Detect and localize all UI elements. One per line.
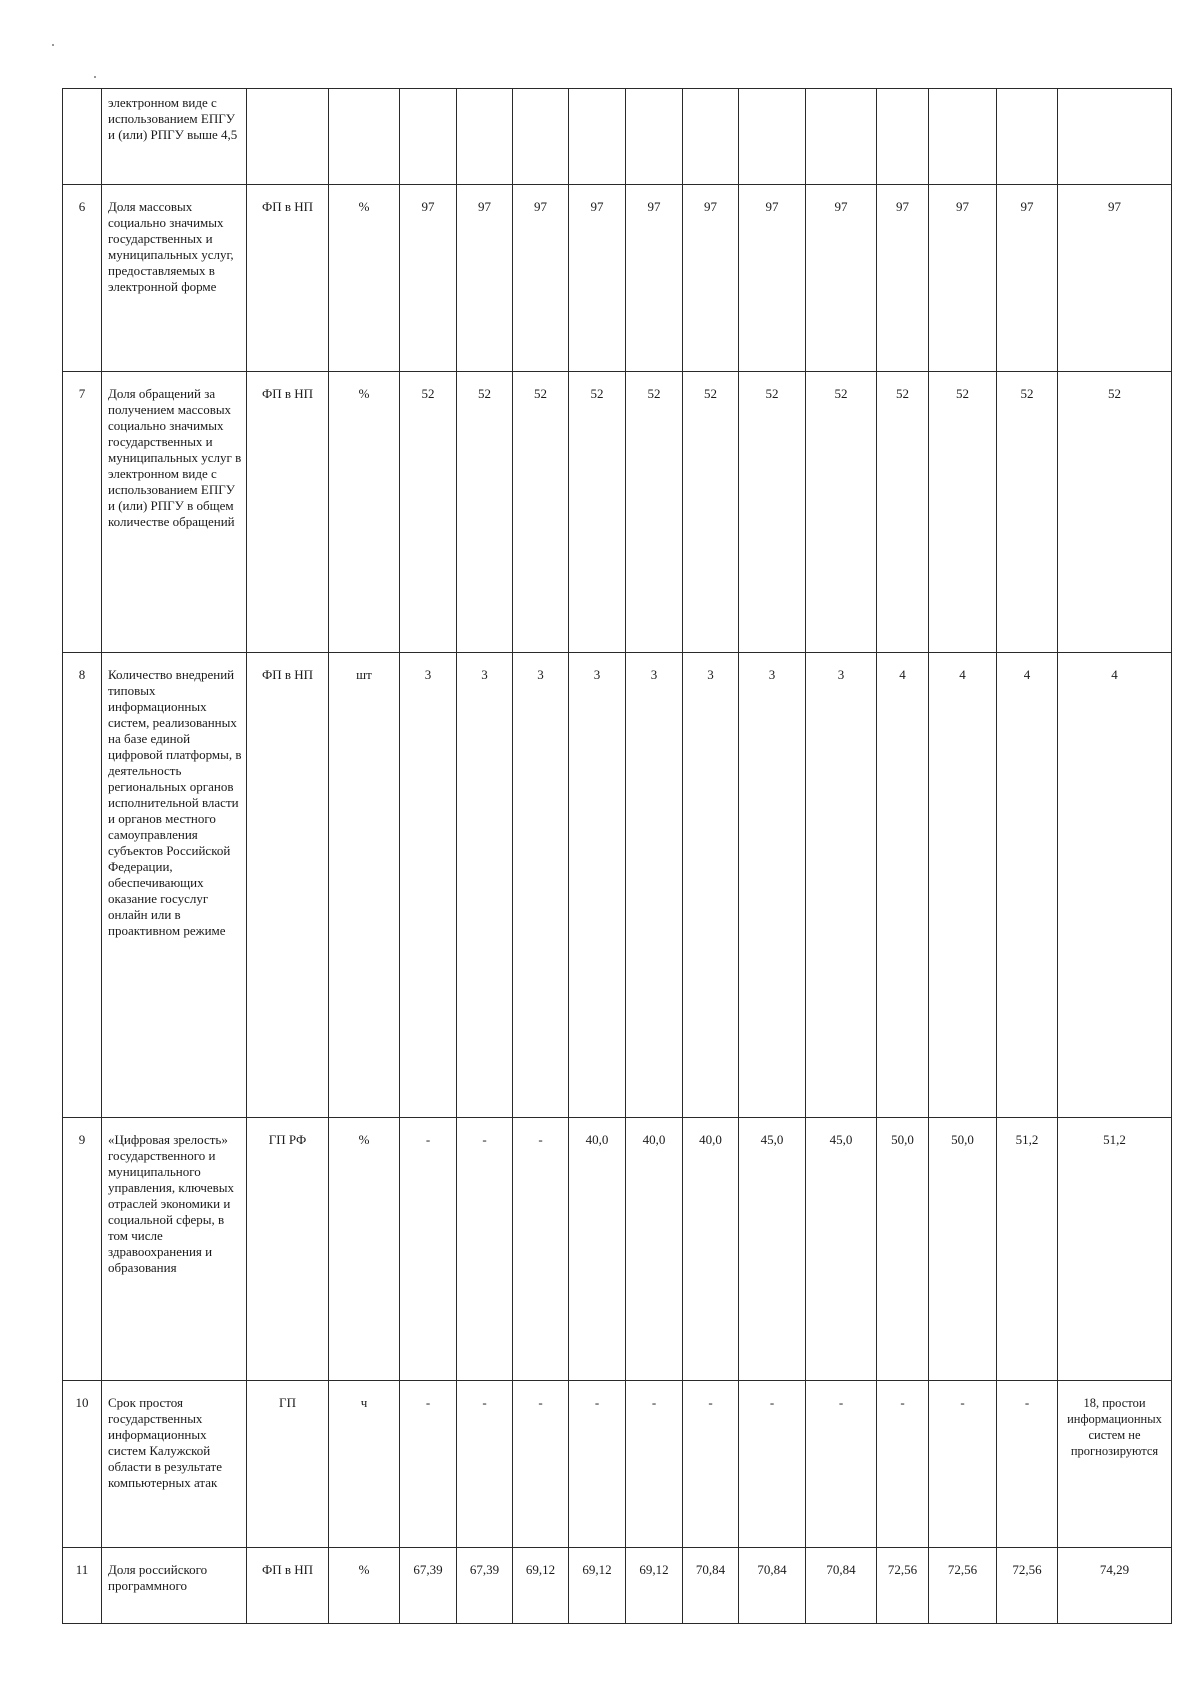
value-cell: 69,12 xyxy=(569,1548,626,1624)
value-cell xyxy=(400,89,457,185)
table-row xyxy=(63,1118,1172,1381)
unit-cell: ч xyxy=(329,1381,400,1548)
value-cell: 70,84 xyxy=(806,1548,877,1624)
value-cell: - xyxy=(626,1381,683,1548)
value-cell: 52 xyxy=(457,372,513,653)
indicator-name-cell: Доля российского программного xyxy=(102,1548,247,1624)
table-row xyxy=(63,185,1172,372)
value-cell: 97 xyxy=(400,185,457,372)
value-cell: 52 xyxy=(400,372,457,653)
unit-cell: % xyxy=(329,1118,400,1381)
value-cell xyxy=(997,89,1058,185)
value-cell: - xyxy=(997,1381,1058,1548)
value-cell: - xyxy=(513,1381,569,1548)
table-row xyxy=(63,89,1172,185)
value-cell: 74,29 xyxy=(1058,1548,1172,1624)
value-cell: 52 xyxy=(877,372,929,653)
indicator-type-cell xyxy=(247,89,329,185)
value-cell: 52 xyxy=(626,372,683,653)
value-cell: 52 xyxy=(1058,372,1172,653)
table-row xyxy=(63,1381,1172,1548)
row-number-cell: 11 xyxy=(63,1548,102,1624)
indicator-table xyxy=(62,88,1172,1624)
value-cell: 45,0 xyxy=(806,1118,877,1381)
value-cell: 52 xyxy=(739,372,806,653)
value-cell: 97 xyxy=(683,185,739,372)
unit-cell: % xyxy=(329,372,400,653)
value-cell: 3 xyxy=(626,653,683,1118)
value-cell: - xyxy=(400,1381,457,1548)
value-cell: 97 xyxy=(1058,185,1172,372)
value-cell xyxy=(877,89,929,185)
value-cell xyxy=(457,89,513,185)
value-cell: 52 xyxy=(683,372,739,653)
value-cell: - xyxy=(877,1381,929,1548)
value-cell: 70,84 xyxy=(739,1548,806,1624)
value-cell: 67,39 xyxy=(457,1548,513,1624)
value-cell: 97 xyxy=(457,185,513,372)
indicator-type-cell: ГП РФ xyxy=(247,1118,329,1381)
value-cell: 4 xyxy=(997,653,1058,1118)
row-number-cell: 10 xyxy=(63,1381,102,1548)
value-cell: 50,0 xyxy=(877,1118,929,1381)
table-row xyxy=(63,372,1172,653)
value-cell: 45,0 xyxy=(739,1118,806,1381)
value-cell: 40,0 xyxy=(569,1118,626,1381)
value-cell: 3 xyxy=(513,653,569,1118)
value-cell: 72,56 xyxy=(877,1548,929,1624)
value-cell: 52 xyxy=(997,372,1058,653)
value-cell xyxy=(513,89,569,185)
table-row xyxy=(63,1548,1172,1624)
value-cell: 4 xyxy=(877,653,929,1118)
value-cell: 4 xyxy=(1058,653,1172,1118)
row-number-cell: 7 xyxy=(63,372,102,653)
value-cell: 97 xyxy=(626,185,683,372)
value-cell: 40,0 xyxy=(626,1118,683,1381)
indicator-name-cell: Доля массовых социально значимых государственных и муниципальных услуг, предоставляемых в электронной форме xyxy=(102,185,247,372)
indicator-type-cell: ФП в НП xyxy=(247,1548,329,1624)
value-cell: - xyxy=(400,1118,457,1381)
value-cell xyxy=(806,89,877,185)
value-cell: 97 xyxy=(929,185,997,372)
row-number-cell xyxy=(63,89,102,185)
value-cell: 3 xyxy=(739,653,806,1118)
unit-cell: % xyxy=(329,185,400,372)
value-cell: - xyxy=(513,1118,569,1381)
value-cell xyxy=(626,89,683,185)
value-cell: 97 xyxy=(739,185,806,372)
unit-cell: шт xyxy=(329,653,400,1118)
indicator-name-cell: «Цифровая зрелость» государственного и муниципального управления, ключевых отраслей экономики и социальной сферы, в том числе здравоохранения и образования xyxy=(102,1118,247,1381)
indicator-type-cell: ФП в НП xyxy=(247,372,329,653)
value-cell xyxy=(1058,89,1172,185)
indicator-type-cell: ФП в НП xyxy=(247,653,329,1118)
value-cell: - xyxy=(457,1118,513,1381)
value-cell: 52 xyxy=(569,372,626,653)
value-cell: 3 xyxy=(569,653,626,1118)
value-cell: 97 xyxy=(997,185,1058,372)
value-cell xyxy=(569,89,626,185)
value-cell: 3 xyxy=(683,653,739,1118)
value-cell: 97 xyxy=(806,185,877,372)
table-row xyxy=(63,653,1172,1118)
row-number-cell: 9 xyxy=(63,1118,102,1381)
value-cell xyxy=(739,89,806,185)
value-cell: 72,56 xyxy=(929,1548,997,1624)
value-cell: 4 xyxy=(929,653,997,1118)
value-cell xyxy=(683,89,739,185)
value-cell: 52 xyxy=(806,372,877,653)
indicator-name-cell: Количество внедрений типовых информационных систем, реализованных на базе единой цифровой платформы, в деятельность региональных органов исполнительной власти и органов местного самоуправления субъектов Российской Федерации, обеспечивающих оказание госуслуг онлайн или в проактивном режиме xyxy=(102,653,247,1118)
value-cell: - xyxy=(683,1381,739,1548)
value-cell: 70,84 xyxy=(683,1548,739,1624)
value-cell: - xyxy=(929,1381,997,1548)
value-cell: - xyxy=(806,1381,877,1548)
indicator-name-cell: Срок простоя государственных информационных систем Калужской области в результате компьютерных атак xyxy=(102,1381,247,1548)
value-cell: 18, простои информационных систем не прогнозируются xyxy=(1058,1381,1172,1548)
row-number-cell: 8 xyxy=(63,653,102,1118)
value-cell: 69,12 xyxy=(626,1548,683,1624)
value-cell: 97 xyxy=(877,185,929,372)
value-cell: - xyxy=(457,1381,513,1548)
indicator-type-cell: ГП xyxy=(247,1381,329,1548)
scan-speck xyxy=(94,76,96,78)
value-cell: - xyxy=(739,1381,806,1548)
value-cell: 40,0 xyxy=(683,1118,739,1381)
scan-speck xyxy=(52,44,54,46)
value-cell: - xyxy=(569,1381,626,1548)
unit-cell: % xyxy=(329,1548,400,1624)
value-cell: 51,2 xyxy=(997,1118,1058,1381)
indicator-name-cell: электронном виде с использованием ЕПГУ и (или) РПГУ выше 4,5 xyxy=(102,89,247,185)
value-cell: 52 xyxy=(513,372,569,653)
unit-cell xyxy=(329,89,400,185)
value-cell: 50,0 xyxy=(929,1118,997,1381)
value-cell: 97 xyxy=(513,185,569,372)
indicator-type-cell: ФП в НП xyxy=(247,185,329,372)
value-cell: 51,2 xyxy=(1058,1118,1172,1381)
value-cell: 67,39 xyxy=(400,1548,457,1624)
value-cell: 97 xyxy=(569,185,626,372)
value-cell: 72,56 xyxy=(997,1548,1058,1624)
indicator-name-cell: Доля обращений за получением массовых социально значимых государственных и муниципальных услуг в электронном виде с использованием ЕПГУ и (или) РПГУ в общем количестве обращений xyxy=(102,372,247,653)
value-cell: 69,12 xyxy=(513,1548,569,1624)
row-number-cell: 6 xyxy=(63,185,102,372)
value-cell xyxy=(929,89,997,185)
value-cell: 3 xyxy=(457,653,513,1118)
value-cell: 3 xyxy=(400,653,457,1118)
value-cell: 52 xyxy=(929,372,997,653)
value-cell: 3 xyxy=(806,653,877,1118)
